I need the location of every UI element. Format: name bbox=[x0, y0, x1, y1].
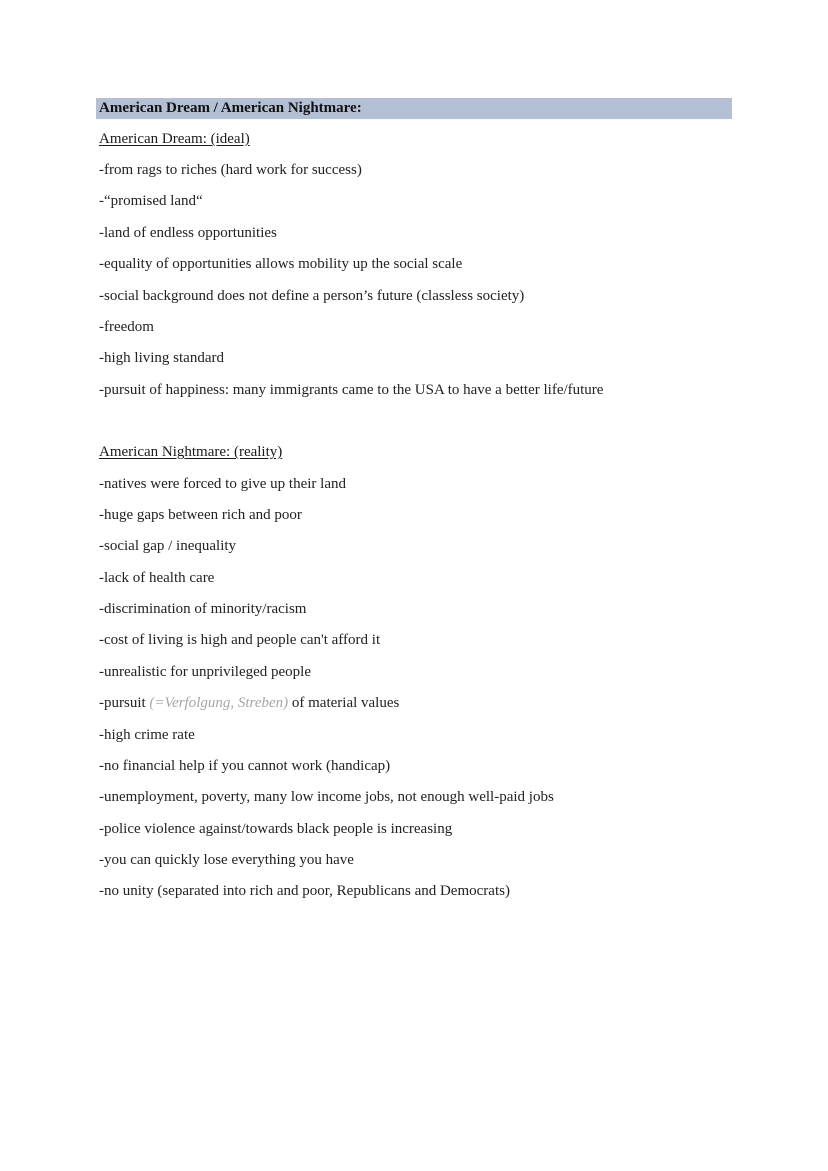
nightmare-item: -natives were forced to give up their land bbox=[99, 476, 346, 492]
pursuit-text-before: -pursuit bbox=[99, 695, 150, 711]
dream-heading: American Dream: (ideal) bbox=[99, 131, 250, 147]
dream-item: -land of endless opportunities bbox=[99, 225, 277, 241]
nightmare-item: -no financial help if you cannot work (handicap) bbox=[99, 758, 391, 774]
nightmare-heading: American Nightmare: (reality) bbox=[99, 444, 283, 460]
pursuit-translation-gloss: (=Verfolgung, Streben) bbox=[149, 695, 289, 711]
nightmare-item: -discrimination of minority/racism bbox=[99, 601, 307, 617]
nightmare-item: -no unity (separated into rich and poor, Republicans and Democrats) bbox=[99, 883, 510, 899]
dream-item: -“promised land“ bbox=[99, 193, 203, 209]
dream-item: -pursuit of happiness: many immigrants came to the USA to have a better life/future bbox=[99, 382, 604, 398]
nightmare-item: -unrealistic for unprivileged people bbox=[99, 664, 312, 680]
nightmare-item: -high crime rate bbox=[99, 727, 195, 743]
nightmare-item: -unemployment, poverty, many low income jobs, not enough well-paid jobs bbox=[99, 789, 554, 805]
dream-item: -social background does not define a person’s future (classless society) bbox=[99, 288, 525, 304]
document-title: American Dream / American Nightmare: bbox=[99, 100, 362, 116]
nightmare-item: -social gap / inequality bbox=[99, 538, 237, 554]
nightmare-item-pursuit bbox=[99, 694, 399, 713]
dream-item: -from rags to riches (hard work for success) bbox=[99, 162, 362, 178]
nightmare-item: -cost of living is high and people can't afford it bbox=[99, 632, 381, 648]
nightmare-item: -lack of health care bbox=[99, 570, 215, 586]
nightmare-item: -police violence against/towards black people is increasing bbox=[99, 821, 453, 837]
dream-item: -freedom bbox=[99, 319, 154, 335]
pursuit-text-after: of material values bbox=[288, 695, 400, 711]
dream-item: -equality of opportunities allows mobility up the social scale bbox=[99, 256, 463, 272]
nightmare-item: -you can quickly lose everything you have bbox=[99, 852, 354, 868]
dream-item: -high living standard bbox=[99, 350, 224, 366]
nightmare-item: -huge gaps between rich and poor bbox=[99, 507, 302, 523]
